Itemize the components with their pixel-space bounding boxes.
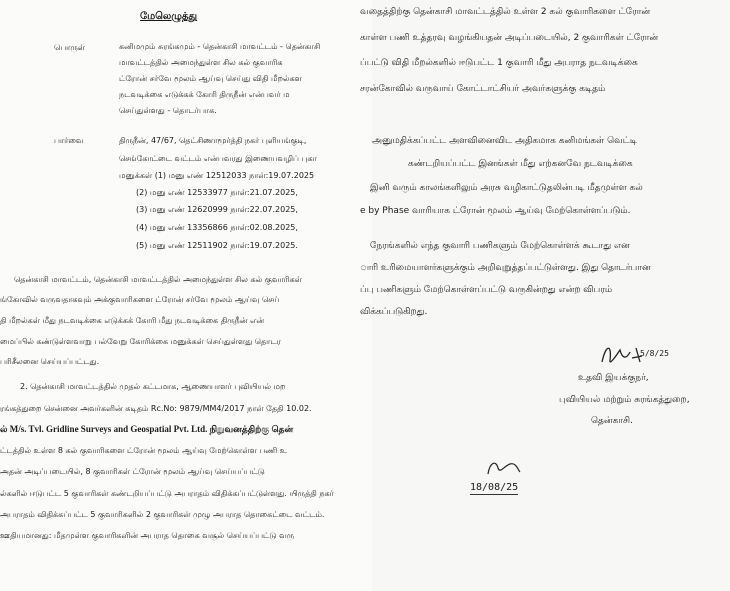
subject-line: நடவடிக்கை எடுக்கக் கோரி திருநீன் என்பவர் ம xyxy=(119,90,290,99)
paragraph-line: ட்டத்தில் உள்ள 8 கல் குவாரிகளை ட்ரோன் மூலம் ஆய்வு மேற்கொள்ள பணி உ xyxy=(0,446,287,455)
subject-label: பொருள் xyxy=(54,43,85,52)
signatory-place: தென்காசி. xyxy=(591,416,633,426)
subject-line: கனிமமும் சுரங்கமும் - தென்காசி மாவட்டம் - தென்காசி xyxy=(119,42,321,51)
body-line: ங்கோவில் வருவதாகவும் அக்குவாரிகளை ட்ரோன் சர்வே மூலம் ஆய்வு செய் xyxy=(0,295,280,304)
body-line: தென்காசி மாவட்டம், தென்காசி மாவட்டத்தில் அமைந்துள்ள சில கல் குவாரிகள் xyxy=(14,275,302,284)
paragraph-line: அதன் அடிப்படையில், 8 குவாரிகள் ட்ரோன் மூலம் ஆய்வு செய்யப்பட்டு xyxy=(0,467,265,476)
body-line: தி மீறல்கள் மீது நடவடிக்கை எடுக்கக் கோரி மீது நடவடிக்கை திருநீன் என் xyxy=(0,316,265,325)
signature-date: 18/08/25 xyxy=(470,482,519,493)
right-line: ப்பு பணிகளும் மேற்கொள்ளப்பட்டு வருகின்றது என்ற விபரம் xyxy=(360,285,613,295)
signatory-title: உதவி இயக்குநர், xyxy=(578,373,649,383)
subject-line: மாவட்டத்தில் அமைந்துள்ள சில கல் குவாரிக xyxy=(119,58,283,67)
body-line: பரிசீலனை செய்யப்பட்டது. xyxy=(0,357,100,366)
signatory-department: புவியியல் மற்றும் சுரங்கத்துறை, xyxy=(559,395,690,405)
date-scribble xyxy=(482,456,526,480)
right-line: வதைத்திற்கு தென்காசி மாவட்டத்தில் உள்ள 2 கல் குவாரிகளை ட்ரோன் xyxy=(360,7,651,17)
paragraph-line: அபராதம் விதிக்கப்பட்ட 5 குவாரிகளில் 2 குவாரிகள் முழு அபராத தொகைட்டை வட்டம். xyxy=(0,510,325,519)
right-line: நேரங்களில் எந்த குவாரி பணிகளும் மேற்கொள்ளக் கூடாது என xyxy=(370,241,630,251)
paragraph-line: ரங்கத்துறை சென்னை அவர்களின் கடிதம் Rc.No: 9879/MM4/2017 நாள் தேதி 10.02. xyxy=(0,404,312,413)
reference-line: மனுக்கள் (1) மனு எண் 12512033 நாள்:19.07.2025 xyxy=(119,171,315,180)
right-line: ப்பட்டு விதி மீறல்களில் ஈடுபட்ட 1 குவாரி மீது அபராத நடவடிக்கை xyxy=(360,58,638,68)
signature-initials: 5/8/25 xyxy=(640,349,669,358)
paragraph-line: ஊதியமானது: மீதமுள்ள குவாரிகளின் அபராத தொகை வசூல் செய்யப்பட்டு வரு xyxy=(0,531,295,540)
right-line: விக்கப்படுகிறது. xyxy=(360,307,428,317)
right-line: அனுமதிக்கப்பட்ட அளவினைவிட அதிகமாக கனிமங்கள் வெட்டி xyxy=(372,136,638,146)
reference-line: (2) மனு எண் 12533977 நாள்:21.07.2025, xyxy=(136,188,298,197)
paragraph-line: 2. தென்காசி மாவட்டத்தில் முதல் கட்டமாக, ஆணையாளர் புவியியல் மற xyxy=(20,382,286,391)
right-line: e by Phase வாரியாக ட்ரோன் மூலம் ஆய்வு மேற்கொள்ளப்படும். xyxy=(360,206,631,216)
reference-line: (3) மனு எண் 12620999 நாள்:22.07.2025, xyxy=(136,205,298,214)
subject-line: செய்துள்ளது - தொடர்பாக. xyxy=(119,106,217,115)
reference-line: திருநீன், 47/67, தெட்சிணாமூர்த்தி நகர் புளியங்குடி, xyxy=(119,136,307,145)
subject-line: ட்ரோன் சர்வே மூலம் ஆய்வு செய்து விதி மீறல்கள xyxy=(119,74,302,83)
document-heading: மேலெழுத்து xyxy=(140,11,198,22)
right-line: இனி வரும் காலங்களிலும் அரசு வழிகாட்டுதலின்படி மீதமுள்ள கல் xyxy=(370,183,643,193)
reference-line: செங்கோட்டை வட்டம் என்பவரது இணையவழிப் புகா xyxy=(119,154,317,163)
reference-line: (5) மனு எண் 12511902 நாள்:19.07.2025. xyxy=(136,241,298,250)
body-line: மைப்பில் கண்டுள்ளவாறு பல்வேறு கோரிக்கை மனுக்கள் செய்துள்ளது தொடர xyxy=(0,337,281,346)
paragraph-line: ல்களில் ஈடுபட்ட 5 குவாரிகள் கண்டறியப்பட்டு அபராதம் விதிக்கப்பட்டுள்ளது. யிருத்தி நகர் xyxy=(0,489,334,498)
right-line: சரன்கோவில் வருவாய் கோட்டாட்சியர் அவர்களுக்கு கடிதம் xyxy=(360,84,606,94)
right-line: ாரி உரிமையாளர்களுக்கும் அறிவுறுத்தப்பட்டுள்ளது. இது தொடர்பான xyxy=(360,263,651,273)
right-page xyxy=(360,0,730,591)
right-line: காள்ள பணி உத்தரவு வழங்கியதன் அடிப்படையில், 2 குவாரிகள் ட்ரோன் xyxy=(360,33,659,43)
reference-line: (4) மனு எண் 13356866 நாள்:02.08.2025, xyxy=(136,223,298,232)
reference-label: பார்வை xyxy=(54,136,84,145)
right-line: கண்டறியப்பட்ட இனங்கள் மீது எற்கனவே நடவடிக்கை xyxy=(408,159,633,169)
paragraph-line: ல் M/s. Tvl. Gridline Surveys and Geospatial Pvt. Ltd. நிறுவனத்திற்கு தென் xyxy=(0,424,294,434)
